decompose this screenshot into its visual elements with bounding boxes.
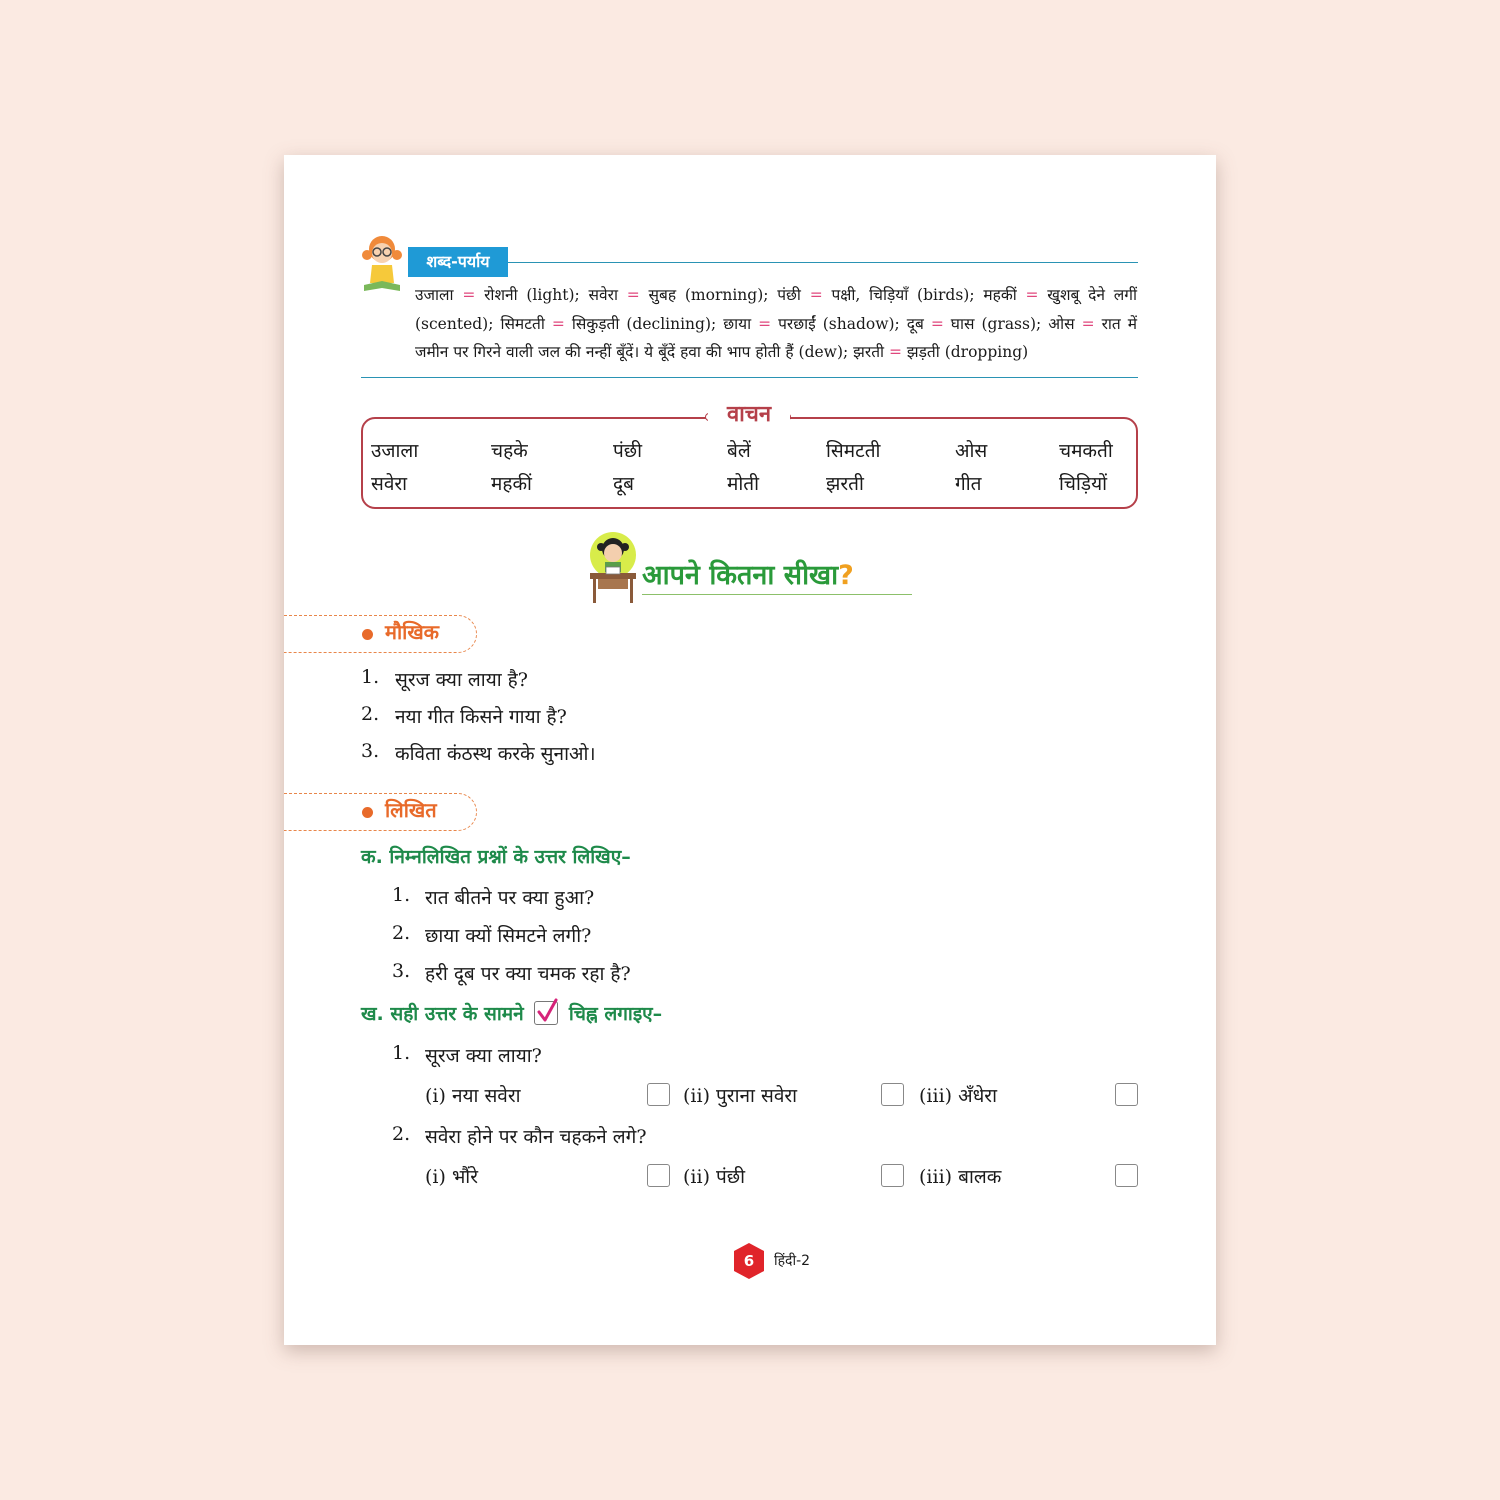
- equals-sign: =: [544, 314, 572, 333]
- question-number: 1.: [361, 666, 380, 688]
- question-number: 1.: [392, 1042, 411, 1064]
- checkmark-icon: [534, 1001, 558, 1025]
- question-number: 2.: [361, 703, 380, 725]
- glossary-meaning: सुबह (morning);: [648, 286, 769, 304]
- main-heading: आपने कितना सीखा?: [642, 560, 854, 591]
- answer-option: (i) नया सवेरा: [425, 1085, 521, 1107]
- likhit-label: लिखित: [385, 798, 437, 822]
- question-number: 3.: [392, 960, 411, 982]
- vachan-word: गीत: [955, 473, 982, 495]
- maukhik-bullet: [362, 629, 373, 640]
- glossary-meaning: घास (grass);: [950, 314, 1042, 333]
- glossary-word: उजाला: [415, 286, 454, 304]
- question-text: नया गीत किसने गाया है?: [395, 706, 567, 728]
- section-ka-title: क. निम्नलिखित प्रश्नों के उत्तर लिखिए–: [361, 846, 631, 868]
- likhit-tab: [284, 793, 477, 831]
- likhit-bullet: [362, 807, 373, 818]
- equals-sign: =: [1074, 314, 1102, 333]
- question-text: सवेरा होने पर कौन चहकने लगे?: [425, 1126, 647, 1148]
- question-text: सूरज क्या लाया है?: [395, 669, 528, 691]
- question-text: रात बीतने पर क्या हुआ?: [425, 887, 595, 909]
- equals-sign: =: [923, 314, 951, 333]
- glossary-meaning: झड़ती (dropping): [906, 343, 1029, 361]
- maukhik-tab: [284, 615, 477, 653]
- vachan-word: ओस: [955, 440, 988, 462]
- answer-checkbox[interactable]: [1115, 1083, 1138, 1106]
- studying-kid-icon: [584, 531, 642, 605]
- vachan-word: बेलें: [727, 440, 751, 462]
- answer-checkbox[interactable]: [881, 1164, 904, 1187]
- glossary-meaning: पक्षी, चिड़ियाँ (birds);: [831, 286, 975, 304]
- glossary-meaning: रोशनी (light);: [484, 286, 580, 304]
- glossary-word: झरती: [853, 343, 885, 361]
- question-number: 2.: [392, 1123, 411, 1145]
- book-page: [284, 155, 1216, 1345]
- answer-option: (ii) पुराना सवेरा: [683, 1085, 798, 1107]
- vachan-title: वाचन: [708, 401, 790, 429]
- answer-checkbox[interactable]: [647, 1164, 670, 1187]
- vachan-word: चमकती: [1059, 440, 1113, 462]
- question-text: कविता कंठस्थ करके सुनाओ।: [395, 743, 596, 765]
- maukhik-label: मौखिक: [385, 620, 440, 644]
- section-kha-title: ख. सही उत्तर के सामने चिह्न लगाइए–: [361, 1000, 662, 1027]
- vachan-word: मोती: [727, 473, 760, 495]
- vachan-word: पंछी: [613, 440, 643, 462]
- glossary-word: महकीं: [983, 286, 1017, 304]
- glossary-word: दूब: [906, 314, 924, 333]
- question-number: 1.: [392, 884, 411, 906]
- glossary-rule-top: [508, 262, 1138, 263]
- glossary-word: ओस: [1048, 314, 1075, 333]
- vachan-word: चिड़ियों: [1059, 473, 1108, 495]
- equals-sign: =: [884, 343, 907, 361]
- equals-sign: =: [800, 286, 832, 304]
- question-number: 3.: [361, 740, 380, 762]
- glossary-meaning: परछाईं (shadow);: [778, 314, 900, 333]
- glossary-meaning: खुशबू देने लगीं (scented);: [415, 286, 1137, 333]
- answer-option: (ii) पंछी: [683, 1166, 746, 1188]
- vachan-word: महकीं: [491, 473, 532, 495]
- answer-option: (iii) अँधेरा: [919, 1085, 997, 1107]
- glossary-meaning: रात में जमीन पर गिरने वाली जल की नन्हीं बूँदें। ये बूँदें हवा की भाप होती हैं (dew);: [415, 314, 1138, 361]
- reading-girl-icon: [360, 233, 404, 297]
- answer-option: (iii) बालक: [919, 1166, 1002, 1188]
- answer-checkbox[interactable]: [881, 1083, 904, 1106]
- book-label: हिंदी-2: [774, 1253, 811, 1269]
- equals-sign: =: [1016, 286, 1048, 304]
- glossary-word: सिमटती: [500, 314, 545, 333]
- glossary-title: शब्द-पर्याय: [408, 247, 508, 277]
- equals-sign: =: [751, 314, 779, 333]
- glossary-meaning: सिकुड़ती (declining);: [571, 314, 717, 333]
- answer-checkbox[interactable]: [647, 1083, 670, 1106]
- answer-checkbox[interactable]: [1115, 1164, 1138, 1187]
- heading-underline: [642, 594, 912, 595]
- glossary-word: छाया: [723, 314, 752, 333]
- question-text: हरी दूब पर क्या चमक रहा है?: [425, 963, 631, 985]
- glossary-text: [415, 281, 1137, 367]
- page-number: 6: [743, 1252, 755, 1270]
- glossary-rule-bottom: [361, 377, 1138, 378]
- question-text: सूरज क्या लाया?: [425, 1045, 542, 1067]
- glossary-word: सवेरा: [588, 286, 618, 304]
- vachan-word: चहके: [491, 440, 528, 462]
- answer-option: (i) भौंरे: [425, 1166, 478, 1188]
- vachan-word: झरती: [826, 473, 864, 495]
- vachan-word: उजाला: [371, 440, 419, 462]
- question-number: 2.: [392, 922, 411, 944]
- question-text: छाया क्यों सिमटने लगी?: [425, 925, 592, 947]
- equals-sign: =: [617, 286, 649, 304]
- vachan-word: दूब: [613, 473, 634, 495]
- vachan-word: सिमटती: [826, 440, 881, 462]
- glossary-word: पंछी: [777, 286, 801, 304]
- equals-sign: =: [453, 286, 485, 304]
- vachan-word: सवेरा: [371, 473, 408, 495]
